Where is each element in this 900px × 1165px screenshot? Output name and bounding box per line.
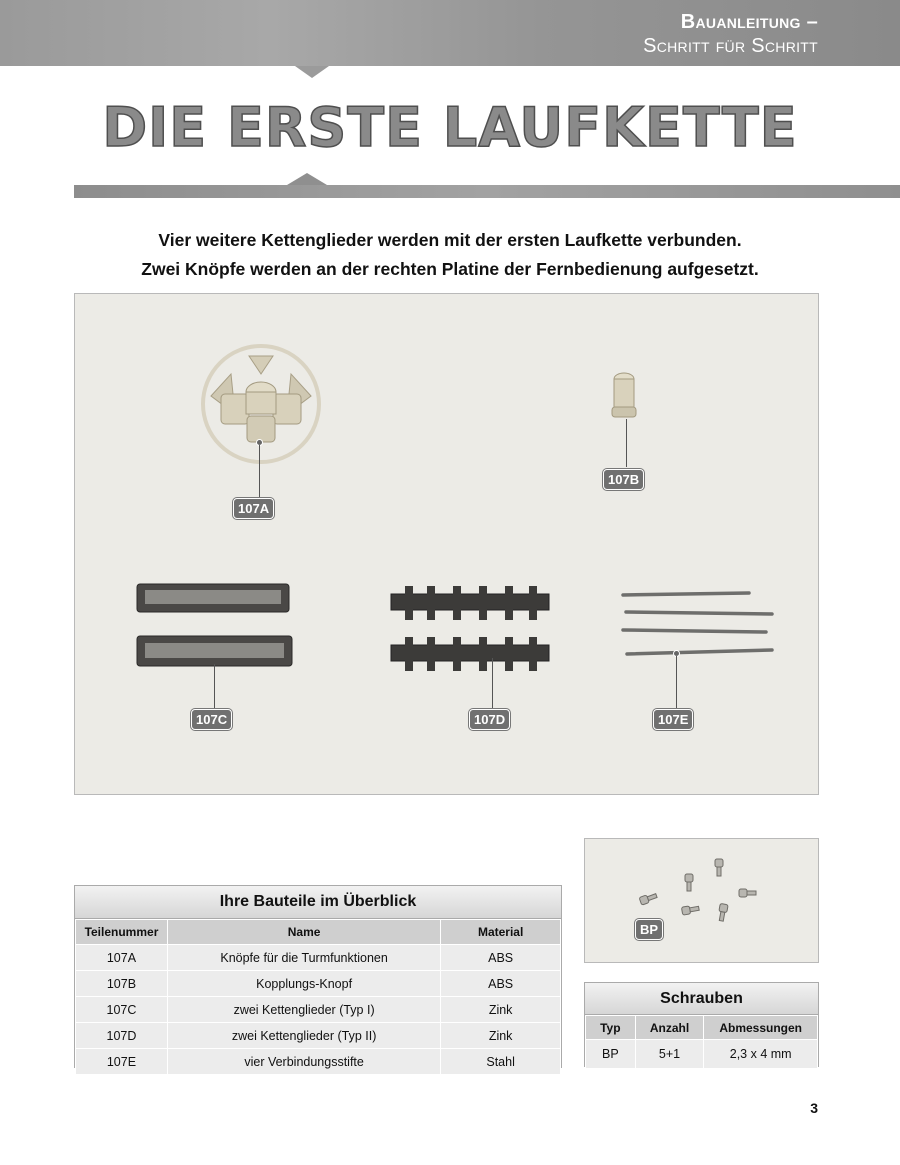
screws-illustration xyxy=(585,839,818,962)
section-label-line2: Schritt für Schritt xyxy=(643,35,818,57)
part-label-107a: 107A xyxy=(233,498,274,519)
section-label-line1: Bauanleitung – xyxy=(680,11,818,33)
column-header: Material xyxy=(441,920,561,945)
screw-size-cell: 2,3 x 4 mm xyxy=(704,1040,818,1069)
screw-image xyxy=(681,904,699,915)
table-row xyxy=(76,1049,561,1075)
screws-photo xyxy=(584,838,819,963)
leader-line-107b xyxy=(626,419,627,467)
part-name-cell: zwei Kettenglieder (Typ I) xyxy=(167,997,440,1023)
screw-label-bp: BP xyxy=(635,919,663,940)
intro-line-1: Vier weitere Kettenglieder werden mit der ersten Laufkette verbunden. xyxy=(158,230,742,250)
part-name-cell: zwei Kettenglieder (Typ II) xyxy=(167,1023,440,1049)
screw-type-cell: BP xyxy=(586,1040,636,1069)
screw-image xyxy=(685,874,693,891)
column-header: Anzahl xyxy=(635,1016,704,1040)
table-row xyxy=(76,945,561,971)
parts-photo-illustration xyxy=(75,294,818,794)
table-row xyxy=(76,997,561,1023)
screw-image xyxy=(739,889,756,897)
page-number: 3 xyxy=(810,1100,818,1116)
section-label xyxy=(643,10,818,58)
page-title: DIE ERSTE LAUFKETTE xyxy=(102,96,798,159)
part-label-107e: 107E xyxy=(653,709,693,730)
parts-table-title: Ihre Bauteile im Überblick xyxy=(75,886,561,919)
screw-image xyxy=(715,859,723,876)
part-number-cell: 107B xyxy=(76,971,168,997)
column-header: Name xyxy=(167,920,440,945)
material-cell: Zink xyxy=(441,1023,561,1049)
part-number-cell: 107C xyxy=(76,997,168,1023)
screw-image xyxy=(717,903,728,921)
screws-table-header-row xyxy=(586,1016,818,1040)
part-name-cell: Knöpfe für die Turmfunktionen xyxy=(167,945,440,971)
table-row xyxy=(586,1040,818,1069)
part-label-107b: 107B xyxy=(603,469,644,490)
intro-line-2: Zwei Knöpfe werden an der rechten Platine der Fernbedienung aufgesetzt. xyxy=(141,259,759,279)
part-107d-image xyxy=(391,586,549,671)
title-rule-notch xyxy=(287,173,327,185)
parts-photo xyxy=(74,293,819,795)
column-header: Typ xyxy=(586,1016,636,1040)
parts-table-header-row xyxy=(76,920,561,945)
leader-line-107d xyxy=(492,658,493,708)
leader-line-107a xyxy=(259,445,260,497)
column-header: Teilenummer xyxy=(76,920,168,945)
screws-table xyxy=(585,1015,818,1069)
part-label-107d: 107D xyxy=(469,709,510,730)
material-cell: ABS xyxy=(441,945,561,971)
parts-table xyxy=(75,919,561,1075)
leader-line-107e xyxy=(676,656,677,708)
part-number-cell: 107E xyxy=(76,1049,168,1075)
screws-table-title: Schrauben xyxy=(585,983,818,1015)
screws-table-box xyxy=(584,982,819,1067)
leader-line-107c xyxy=(214,664,215,708)
header-notch xyxy=(295,66,329,78)
part-107e-image xyxy=(623,593,772,654)
parts-overview-table xyxy=(74,885,562,1068)
material-cell: Stahl xyxy=(441,1049,561,1075)
table-row xyxy=(76,971,561,997)
screw-count-cell: 5+1 xyxy=(635,1040,704,1069)
screw-image xyxy=(639,892,658,905)
intro-text xyxy=(0,226,900,284)
part-107b-image xyxy=(612,373,636,417)
part-name-cell: vier Verbindungsstifte xyxy=(167,1049,440,1075)
material-cell: ABS xyxy=(441,971,561,997)
table-row xyxy=(76,1023,561,1049)
column-header: Abmessungen xyxy=(704,1016,818,1040)
part-number-cell: 107A xyxy=(76,945,168,971)
part-label-107c: 107C xyxy=(191,709,232,730)
material-cell: Zink xyxy=(441,997,561,1023)
part-number-cell: 107D xyxy=(76,1023,168,1049)
title-rule xyxy=(74,185,900,198)
part-107c-image xyxy=(137,584,292,666)
part-name-cell: Kopplungs-Knopf xyxy=(167,971,440,997)
